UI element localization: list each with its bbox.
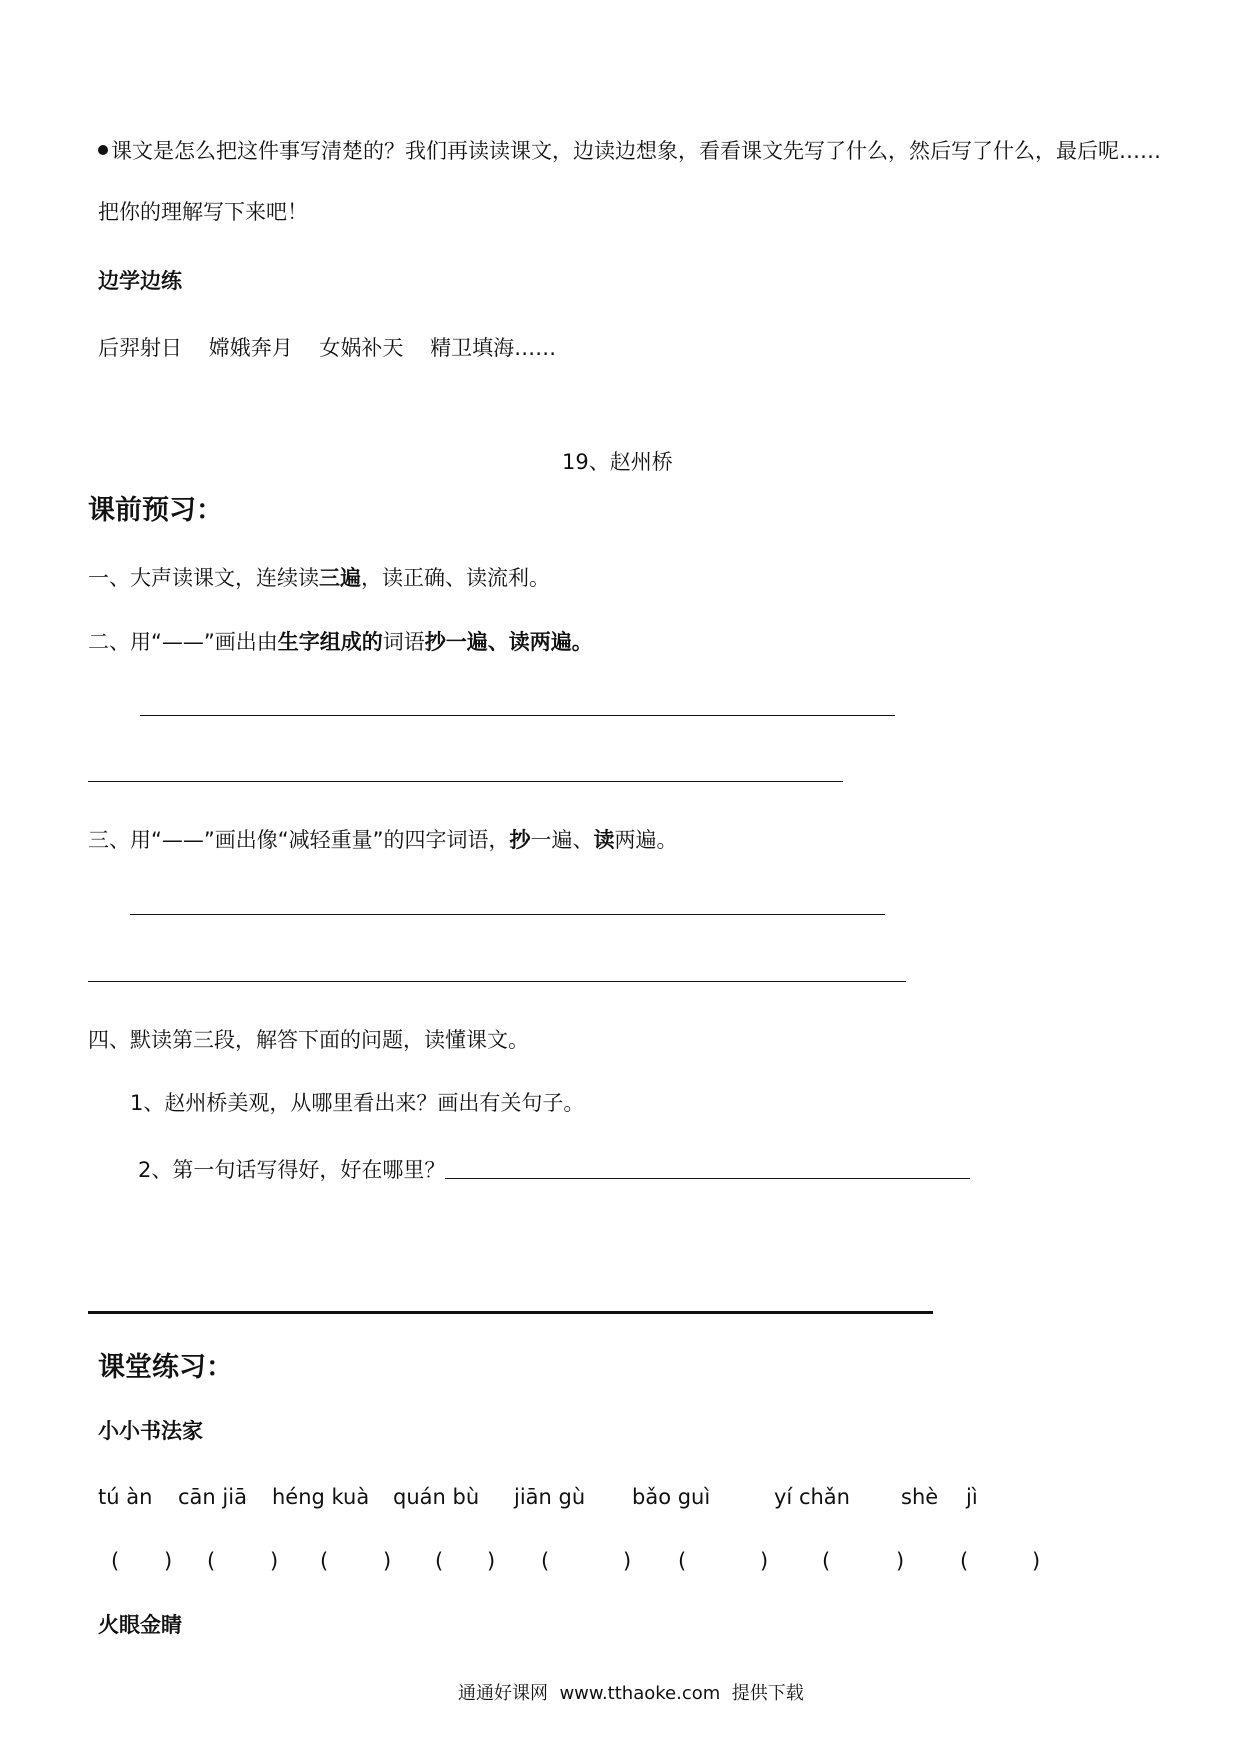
- calligraphy-heading: 小小书法家: [98, 1419, 203, 1443]
- paren-close: ): [164, 1549, 173, 1573]
- preview-heading: 课前预习：: [88, 495, 223, 526]
- paren-close: ): [760, 1549, 769, 1573]
- answer-line[interactable]: [140, 715, 895, 716]
- paren-close: ): [1032, 1549, 1041, 1573]
- intro-instruction: 把你的理解写下来吧！: [98, 200, 308, 224]
- sharp-eyes-heading: 火眼金睛: [98, 1613, 182, 1637]
- classwork-heading: 课堂练习：: [98, 1352, 233, 1383]
- pinyin-item: bǎo guì: [632, 1485, 711, 1509]
- answer-line[interactable]: [88, 1311, 933, 1314]
- pinyin-item: tú àn: [98, 1485, 153, 1509]
- paren-close: ): [896, 1549, 905, 1573]
- question-1: 1、赵州桥美观，从哪里看出来？画出有关句子。: [130, 1091, 585, 1115]
- preview-item-2: 二、用“——”画出由生字组成的词语抄一遍、读两遍。: [88, 630, 593, 654]
- preview-item-1: 一、大声读课文，连续读三遍，读正确、读流利。: [88, 566, 550, 590]
- paren-open: (: [320, 1549, 329, 1573]
- intro-question: 课文是怎么把这件事写清楚的？我们再读读课文，边读边想象，看看课文先写了什么，然后写了什么，最后呢……: [98, 137, 1161, 165]
- pinyin-item: héng kuà: [272, 1485, 370, 1509]
- paren-close: ): [487, 1549, 496, 1573]
- question-2: 2、第一句话写得好，好在哪里？: [138, 1158, 446, 1182]
- paren-open: (: [541, 1549, 550, 1573]
- preview-item-3: 三、用“——”画出像“减轻重量”的四字词语，抄一遍、读两遍。: [88, 828, 678, 852]
- answer-line[interactable]: [130, 914, 885, 915]
- paren-open: (: [111, 1549, 120, 1573]
- answer-line[interactable]: [88, 981, 906, 982]
- pinyin-item: yí chǎn: [774, 1485, 850, 1509]
- paren-open: (: [435, 1549, 444, 1573]
- answer-line[interactable]: [88, 781, 843, 782]
- paren-close: ): [623, 1549, 632, 1573]
- paren-open: (: [678, 1549, 687, 1573]
- bullet-icon: [98, 145, 108, 155]
- pinyin-item: jiān gù: [514, 1485, 586, 1509]
- answer-line[interactable]: [445, 1178, 970, 1179]
- paren-close: ): [270, 1549, 279, 1573]
- lesson-title: 19、赵州桥: [562, 450, 673, 474]
- paren-open: (: [207, 1549, 216, 1573]
- pinyin-item: cān jiā: [178, 1485, 247, 1509]
- paren-open: (: [822, 1549, 831, 1573]
- pinyin-item: shè: [901, 1485, 939, 1509]
- practice-heading: 边学边练: [98, 269, 182, 293]
- preview-item-4: 四、默读第三段，解答下面的问题，读懂课文。: [88, 1028, 529, 1052]
- pinyin-item: quán bù: [393, 1485, 480, 1509]
- paren-close: ): [383, 1549, 392, 1573]
- pinyin-item: jì: [966, 1485, 978, 1509]
- story-list: 后羿射日 嫦娥奔月 女娲补天 精卫填海……: [98, 336, 557, 360]
- page-footer: 通通好课网 www.tthaoke.com 提供下载: [458, 1683, 804, 1704]
- paren-open: (: [960, 1549, 969, 1573]
